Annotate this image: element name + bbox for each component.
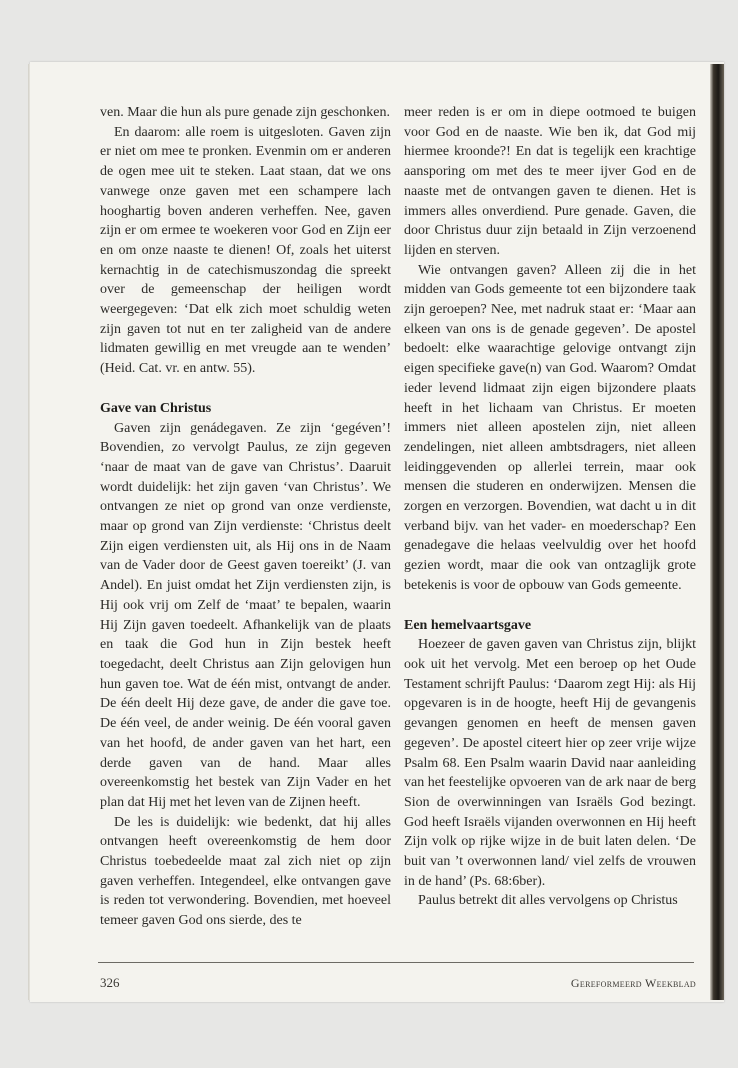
paragraph: Hoezeer de gaven gaven van Christus zijn, blijkt ook uit het vervolg. Met een beroep op het Oude Testament schrijft Paulus: ‘Daarom zegt Hij: als Hij opgevaren is in de hoogte, heeft Hij de gevangenis gevangen genomen en heeft de mensen gaven gegeven’. De apostel citeert hier op zeer vrije wijze Psalm 68. Een Psalm waarin David naar aanleiding van het feestelijke opvoeren van de ark naar de berg Sion de overwinningen van Israëls God bezingt. God heeft Israëls vijanden overwonnen en Hij heeft Zijn volk op rijke wijze in de buit laten delen. ‘De buit van ’t overwonnen land/ viel zelfs de vrouwen in de hand’ (Ps. 68:6ber). <box>404 637 696 889</box>
paragraph: Wie ontvangen gaven? Alleen zij die in het midden van Gods gemeente tot een bijzondere taak zijn geroepen? Nee, met nadruk staat er: ‘Maar aan elkeen van ons is de genade gegeven’. De apostel bedoelt: elke waarachtige gelovige ontvangt zijn eigen specifieke gave(n) van God. Waarom? Omdat ieder levend lidmaat zijn eigen bijzondere plaats heeft in het lichaam van Christus. Er moeten immers niet alleen apostelen zijn, niet alleen zendelingen, niet alleen ambtsdragers, niet alleen leidinggevenden op allerlei terrein, maar ook mensen die studeren en onderwijzen. Mensen die zorgen en verzorgen. Bovendien, wat dacht u in dit verband bijv. van het vader- en moederschap? Een genadegave die helaas veelvuldig over het hoofd gezien wordt, maar die ook van ontzaglijk grote betekenis is voor de opbouw van Gods gemeente. <box>404 262 696 593</box>
footer-rule <box>98 962 694 963</box>
page-number: 326 <box>100 975 120 990</box>
paragraph: meer reden is er om in diepe ootmoed te buigen voor God en de naaste. Wie ben ik, dat God mij hiermee kroonde?! En dat is tegelijk een krachtige aansporing om met des te meer ijver God en de naaste met de ontvangen gaven te dienen. Het is immers alles onverdiend. Pure genade. Gaven, die door Christus duur zijn betaald in Zijn verzoenend lijden en sterven. <box>404 105 696 258</box>
right-column <box>404 103 696 911</box>
book-spine <box>710 64 724 1000</box>
paragraph: En daarom: alle roem is uitgesloten. Gaven zijn er niet om mee te pronken. Evenmin om er anderen de ogen mee uit te steken. Laat staan, dat we ons vanwege onze gaven met een schampere lach hooghartig boven anderen verheffen. Nee, gaven zijn er om ermee te woekeren voor God en Zijn eer en om onze naaste te dienen! Of, zoals het uiterst kernachtig in de catechismuszondag die spreekt over de gemeenschap der heiligen wordt weergegeven: ‘Dat elk zich moet schuldig weten zijn gaven tot nut en ter zaligheid van de andere lidmaten gewillig en met vreugde aan te wenden’ (Heid. Cat. vr. en antw. 55). <box>100 124 391 377</box>
section-heading: Gave van Christus <box>100 400 212 416</box>
paragraph: De les is duidelijk: wie bedenkt, dat hij alles ontvangen heeft overeenkomstig de hem door Christus toebedeelde maat zal zich niet op zijn gaven verheffen. Integendeel, elke ontvangen gave is reden tot verwondering. Bovendien, met hoeveel temeer gaven God ons sierde, des te <box>100 814 391 929</box>
running-head: Gereformeerd Weekblad <box>570 976 696 990</box>
section-heading: Een hemelvaartsgave <box>404 617 532 633</box>
paragraph: Paulus betrekt dit alles vervolgens op Christus <box>418 893 678 909</box>
paragraph: ven. Maar die hun als pure genade zijn geschonken. <box>100 105 391 120</box>
paragraph: Gaven zijn genádegaven. Ze zijn ‘gegéven’! Bovendien, zo vervolgt Paulus, ze zijn gegeven ‘naar de maat van de gave van Christus’. Daaruit wordt duidelijk: het zijn gaven ‘van Christus’. We ontvangen ze niet op grond van onze verdienste, maar op grond van Zijn verdienste: ‘Christus deelt Zijn eigen verdiensten uit, als Hij ons in de Naam van de Vader door de Geest gaven toereikt’ (J. van Andel). En juist omdat het Zijn verdiensten zijn, is Hij ook vrij om Zelf de ‘maat’ te bepalen, waarin Hij Zijn gaven toedeelt. Afhankelijk van de plaats en taak die God hun in Zijn bestek heeft toegedacht, deelt Christus aan Zijn gelovigen hun hun gaven toe. Wat de één mist, ontvangt de ander. De één deelt Hij deze gave, de ander die gave toe. De één veel, de ander weinig. De één vooral gaven van het hoofd, de ander gaven van het hart, een derde gaven van de hand. Maar alles overeenkomstig het bestek van Zijn Vader en het plan dat Hij met het leven van de Zijnen heeft. <box>100 420 391 810</box>
left-column <box>100 103 391 931</box>
